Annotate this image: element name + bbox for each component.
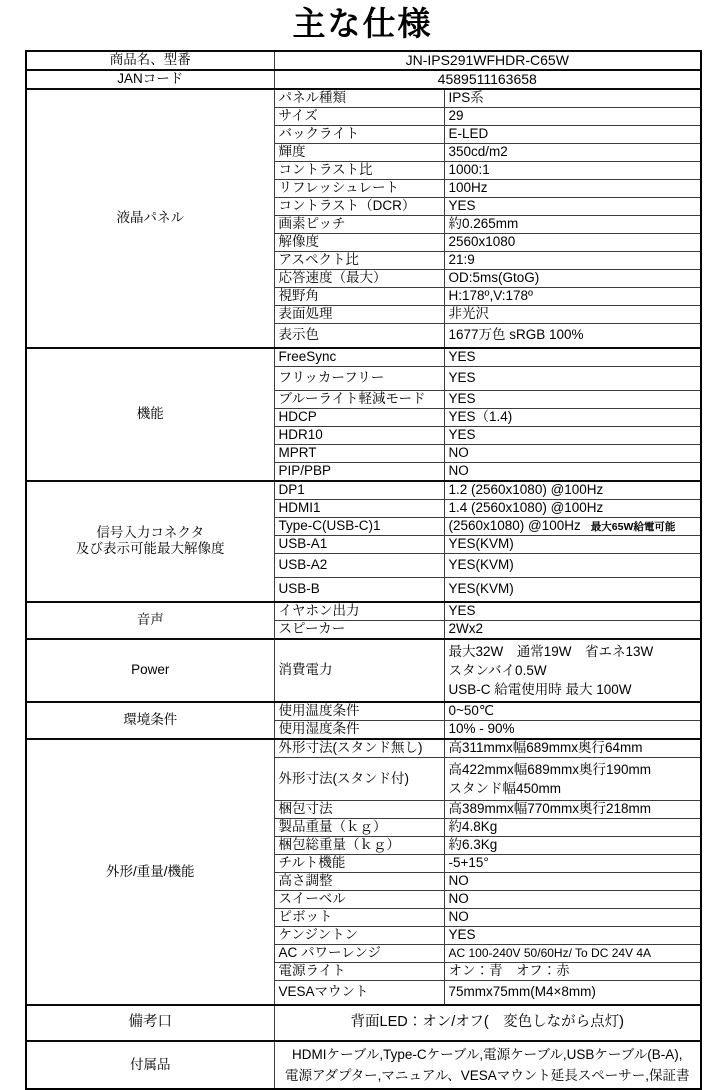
spec-value-text: IPS系: [448, 90, 484, 105]
value-line: スタンド幅450mm: [448, 780, 562, 796]
spec-value: [444, 426, 701, 444]
spec-value-text: YES: [448, 391, 476, 406]
table-row: [26, 348, 701, 367]
section-label: 商品名、型番: [26, 51, 274, 70]
spec-value: [444, 107, 701, 125]
spec-value: [444, 481, 701, 500]
spec-value-text: NO: [448, 445, 469, 460]
table-row: [26, 51, 701, 70]
spec-value: [444, 818, 701, 836]
section-label: JANコード: [26, 70, 274, 89]
spec-value-text: 約6.3Kg: [448, 837, 498, 852]
spec-value-text: 10% - 90%: [448, 721, 515, 736]
spec-value: [444, 215, 701, 233]
spec-value: [444, 836, 701, 854]
spec-value-text: YES(KVM): [448, 581, 514, 596]
spec-key: ブルーライト軽減モード: [274, 390, 444, 408]
spec-value-text: 100Hz: [448, 180, 488, 195]
spec-key: USB-B: [274, 577, 444, 602]
section-label: [26, 481, 274, 602]
spec-key: 応答速度（最大）: [274, 269, 444, 287]
section-label: 環境条件: [26, 702, 274, 739]
spec-value-text: -5+15°: [448, 855, 489, 870]
spec-value-text: YES(KVM): [448, 536, 514, 551]
spec-value: [444, 620, 701, 639]
spec-value-text: NO: [448, 463, 469, 478]
spec-value-text: H:178º,V:178º: [448, 288, 533, 303]
spec-key: 製品重量（ｋｇ）: [274, 818, 444, 836]
section-label: 機能: [26, 348, 274, 481]
spec-key: USB-A2: [274, 553, 444, 577]
spec-value: [444, 233, 701, 251]
section-label: 備考口: [26, 1005, 274, 1041]
table-row: [26, 702, 701, 721]
value-line: 高422mmx幅689mmx奥行190mm: [448, 761, 652, 777]
spec-value: [444, 251, 701, 269]
value-line: スタンバイ0.5W: [448, 662, 547, 678]
spec-key: コントラスト比: [274, 161, 444, 179]
spec-value: [444, 366, 701, 390]
spec-value: [444, 739, 701, 758]
spec-value-text: 2560x1080: [448, 234, 516, 249]
spec-key: サイズ: [274, 107, 444, 125]
spec-value: [444, 854, 701, 872]
spec-key: 視野角: [274, 287, 444, 305]
spec-value-text: YES: [448, 927, 476, 942]
spec-value-text: 350cd/m2: [448, 144, 508, 159]
spec-value: [444, 348, 701, 367]
spec-value-text: 21:9: [448, 252, 475, 267]
spec-key: FreeSync: [274, 348, 444, 367]
spec-key: 輝度: [274, 143, 444, 161]
spec-value-text: YES: [448, 603, 476, 618]
spec-key: USB-A1: [274, 535, 444, 553]
spec-value: [444, 125, 701, 143]
spec-value-text: 0~50℃: [448, 703, 495, 718]
value-line: 電源アダプター,マニュアル、VESAマウント延長スペーサー,保証書: [285, 1067, 690, 1083]
spec-key: スピーカー: [274, 620, 444, 639]
spec-value-text: YES（1.4): [448, 409, 513, 424]
spec-value-text: YES: [448, 198, 476, 213]
spec-value-text: 2Wx2: [448, 621, 484, 636]
spec-key: コントラスト（DCR）: [274, 197, 444, 215]
table-row: [26, 639, 701, 702]
section-label: 音声: [26, 602, 274, 639]
section-label: 液晶パネル: [26, 89, 274, 348]
table-row: [26, 739, 701, 758]
spec-value-text: 29: [448, 108, 464, 123]
spec-value-text: 1.2 (2560x1080) @100Hz: [448, 482, 604, 497]
spec-key: アスペクト比: [274, 251, 444, 269]
spec-key: HDMI1: [274, 499, 444, 517]
spec-value-text: OD:5ms(GtoG): [448, 270, 540, 285]
spec-value: [444, 944, 701, 962]
spec-key: HDR10: [274, 426, 444, 444]
spec-value: [444, 408, 701, 426]
spec-value: [444, 872, 701, 890]
spec-table: [25, 50, 702, 1090]
spec-key: AC パワーレンジ: [274, 944, 444, 962]
spec-table-body: [26, 51, 701, 1089]
spec-value-text: (2560x1080) @100Hz: [448, 518, 581, 533]
spec-key: PIP/PBP: [274, 462, 444, 481]
spec-value-text: 約0.265mm: [448, 216, 519, 231]
spec-value: [444, 444, 701, 462]
section-label: 付属品: [26, 1041, 274, 1089]
spec-key: Type-C(USB-C)1: [274, 517, 444, 535]
spec-key: リフレッシュレート: [274, 179, 444, 197]
table-row: [26, 70, 701, 89]
spec-value: [444, 287, 701, 305]
spec-key: ピボット: [274, 908, 444, 926]
table-row: [26, 1041, 701, 1089]
spec-key: イヤホン出力: [274, 602, 444, 621]
spec-value: [444, 908, 701, 926]
spec-value: [444, 757, 701, 800]
spec-key: HDCP: [274, 408, 444, 426]
spec-key: 表面処理: [274, 305, 444, 323]
spec-key: MPRT: [274, 444, 444, 462]
value-suffix-small: 最大65W給電可能: [590, 521, 676, 533]
spec-key: 消費電力: [274, 639, 444, 702]
spec-value: [444, 926, 701, 944]
spec-value: [444, 702, 701, 721]
spec-key: チルト機能: [274, 854, 444, 872]
spec-key: 解像度: [274, 233, 444, 251]
spec-value: [444, 535, 701, 553]
spec-value: [444, 517, 701, 535]
spec-value: [444, 179, 701, 197]
spec-value: [444, 962, 701, 980]
spec-key: 画素ピッチ: [274, 215, 444, 233]
spec-key: 梱包総重量（ｋｇ）: [274, 836, 444, 854]
spec-value-text: YES: [448, 370, 476, 385]
spec-value-text: 高311mmx幅689mmx奥行64mm: [448, 740, 643, 755]
table-row: [26, 602, 701, 621]
spec-value: [444, 980, 701, 1005]
spec-value: [444, 161, 701, 179]
spec-value-text: 約4.8Kg: [448, 819, 498, 834]
merged-value: 背面LED：オン/オフ( 変色しながら点灯): [274, 1005, 701, 1041]
spec-value-text: E-LED: [448, 126, 489, 141]
section-label-line: 及び表示可能最大解像度: [76, 541, 225, 557]
spec-value-text: 75mmx75mm(M4×8mm): [448, 984, 596, 999]
spec-value: [444, 602, 701, 621]
spec-value-text: 非光沢: [448, 306, 489, 321]
spec-key: パネル種類: [274, 89, 444, 108]
spec-key: 使用温度条件: [274, 702, 444, 721]
spec-value: [444, 720, 701, 739]
spec-value: [444, 89, 701, 108]
value-line: HDMIケーブル,Type-Cケーブル,電源ケーブル,USBケーブル(B-A),: [292, 1046, 683, 1062]
table-row: [26, 481, 701, 500]
spec-value: [444, 197, 701, 215]
spec-value: [444, 577, 701, 602]
section-label: Power: [26, 639, 274, 702]
spec-value-text: NO: [448, 873, 469, 888]
spec-key: 表示色: [274, 323, 444, 348]
spec-value-text: YES(KVM): [448, 557, 514, 572]
spec-value-text: 1000:1: [448, 162, 490, 177]
merged-value: [274, 1041, 701, 1089]
spec-value: [444, 639, 701, 702]
spec-key: DP1: [274, 481, 444, 500]
spec-value-text: AC 100-240V 50/60Hz/ To DC 24V 4A: [448, 946, 652, 960]
spec-value: [444, 323, 701, 348]
merged-value: 4589511163658: [274, 70, 701, 89]
table-row: [26, 1005, 701, 1041]
spec-value: [444, 269, 701, 287]
spec-value: [444, 499, 701, 517]
spec-key: 電源ライト: [274, 962, 444, 980]
value-line: 最大32W 通常19W 省エネ13W: [448, 643, 654, 659]
spec-value-text: 高389mmx幅770mmx奥行218mm: [448, 801, 652, 816]
spec-key: 高さ調整: [274, 872, 444, 890]
spec-key: ケンジントン: [274, 926, 444, 944]
spec-value: [444, 800, 701, 818]
spec-value: [444, 143, 701, 161]
value-line: USB-C 給電使用時 最大 100W: [448, 681, 632, 697]
page-title: 主な仕様: [292, 5, 433, 42]
table-row: [26, 89, 701, 108]
spec-value-text: 1.4 (2560x1080) @100Hz: [448, 500, 604, 515]
spec-value: [444, 462, 701, 481]
spec-value: [444, 553, 701, 577]
spec-value: [444, 390, 701, 408]
spec-key: 外形寸法(スタンド付): [274, 757, 444, 800]
spec-value-text: NO: [448, 909, 469, 924]
spec-key: 梱包寸法: [274, 800, 444, 818]
spec-value: [444, 890, 701, 908]
spec-value: [444, 305, 701, 323]
spec-key: バックライト: [274, 125, 444, 143]
section-label-line: 信号入力コネクタ: [96, 525, 205, 541]
spec-key: フリッカーフリー: [274, 366, 444, 390]
spec-value-text: オン：青 オフ：赤: [448, 963, 570, 978]
section-label: 外形/重量/機能: [26, 739, 274, 1005]
spec-value-text: NO: [448, 891, 469, 906]
spec-key: VESAマウント: [274, 980, 444, 1005]
spec-value-text: YES: [448, 427, 476, 442]
spec-key: 外形寸法(スタンド無し): [274, 739, 444, 758]
spec-value-text: YES: [448, 349, 476, 364]
merged-value: JN-IPS291WFHDR-C65W: [274, 51, 701, 70]
spec-key: 使用湿度条件: [274, 720, 444, 739]
spec-value-text: 1677万色 sRGB 100%: [448, 327, 584, 342]
spec-key: スイーベル: [274, 890, 444, 908]
